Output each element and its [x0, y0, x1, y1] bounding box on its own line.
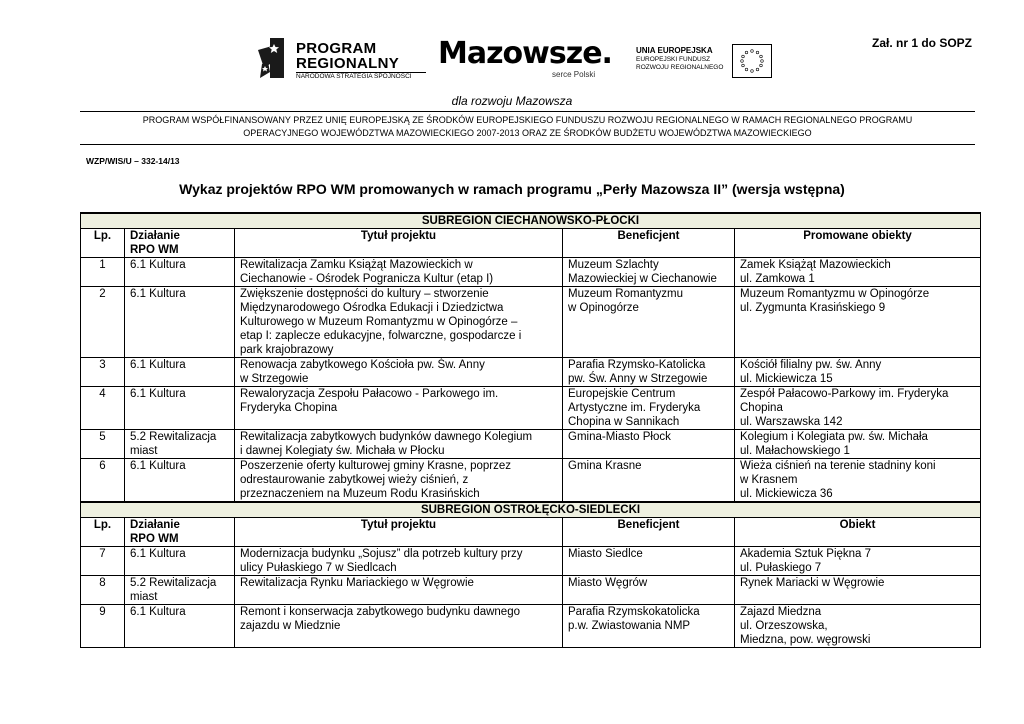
cell-beneficiary-line: pw. Św. Anny w Strzegowie [568, 373, 708, 385]
cell-title-line: w Strzegowie [240, 373, 309, 385]
header-lp [81, 518, 125, 547]
cell-title-line: Renowacja zabytkowego Kościoła pw. Św. Anny [240, 359, 485, 371]
cell-lp-line: 6 [99, 460, 106, 472]
cell-action-line: 6.1 Kultura [130, 606, 186, 618]
subregion-row [81, 213, 981, 229]
cell-title-line: Międzynarodowego Ośrodka Edukacji i Dziedzictwa [240, 302, 504, 314]
cell-title-line: Modernizacja budynku „Sojusz” dla potrzeb kultury przy [240, 548, 523, 560]
table-row [81, 547, 981, 576]
table-row [81, 358, 981, 387]
subregion-title: SUBREGION OSTROŁĘCKO-SIEDLECKI [81, 502, 981, 518]
cell-beneficiary-line: Muzeum Szlachty [568, 259, 659, 271]
cell-lp [81, 576, 125, 605]
cell-objects-line: ul. Zygmunta Krasińskiego 9 [740, 302, 886, 314]
cell-title-line: Rewitalizacja Rynku Mariackiego w Węgrowie [240, 577, 474, 589]
cell-title-line: Rewitalizacja Zamku Książąt Mazowieckich w [240, 259, 473, 271]
cell-action-line: 6.1 Kultura [130, 259, 186, 271]
cell-beneficiary [563, 287, 735, 358]
header-objects [735, 518, 981, 547]
header-rule-top [80, 111, 975, 112]
cell-objects-line: Muzeum Romantyzmu w Opinogórze [740, 288, 930, 300]
cell-action [125, 358, 235, 387]
cell-title-line: Ciechanowie - Ośrodek Pogranicza Kultur (etap I) [240, 273, 494, 285]
eu-label: UNIA EUROPEJSKA [636, 46, 713, 55]
cell-lp-line: 4 [99, 388, 106, 400]
cell-objects-line: Miedzna, pow. węgrowski [740, 634, 871, 646]
table-row [81, 605, 981, 648]
cell-objects [735, 430, 981, 459]
cell-beneficiary-line: Miasto Węgrów [568, 577, 648, 589]
cell-objects-line: ul. Orzeszowska, [740, 620, 828, 632]
cell-lp [81, 459, 125, 503]
cell-objects [735, 358, 981, 387]
cell-lp-line: 7 [99, 548, 106, 560]
cell-action-line: 6.1 Kultura [130, 359, 186, 371]
table-row [81, 258, 981, 287]
cell-beneficiary [563, 358, 735, 387]
header-title [235, 229, 563, 258]
cofinancing-note [80, 114, 975, 140]
cell-action-line: miast [130, 591, 158, 603]
cell-objects-line: ul. Pułaskiego 7 [740, 562, 822, 574]
cell-beneficiary [563, 605, 735, 648]
cell-action [125, 605, 235, 648]
header-beneficiary-line: Beneficjent [617, 230, 680, 242]
header-beneficiary [563, 229, 735, 258]
cell-title-line: odrestaurowanie zabytkowej wieży ciśnień, z [240, 474, 469, 486]
cell-title [235, 459, 563, 503]
cell-title-line: ulicy Pułaskiego 7 w Siedlcach [240, 562, 397, 574]
cell-beneficiary-line: Mazowieckiej w Ciechanowie [568, 273, 717, 285]
reference-number: WZP/WIS/U – 332-14/13 [86, 156, 180, 166]
cell-lp [81, 547, 125, 576]
cell-title-line: przeznaczeniem na Muzeum Rodu Krasińskich [240, 488, 480, 500]
subregion-row [81, 502, 981, 518]
cell-title-line: i dawnej Kolegiaty św. Michała w Płocku [240, 445, 445, 457]
cell-beneficiary-line: Muzeum Romantyzmu [568, 288, 684, 300]
cell-title-line: Kulturowego w Muzeum Romantyzmu w Opinogórze – [240, 316, 518, 328]
header-action [125, 229, 235, 258]
cell-objects-line: w Krasnem [740, 474, 798, 486]
cell-title [235, 387, 563, 430]
cell-action-line: 6.1 Kultura [130, 460, 186, 472]
cell-beneficiary [563, 547, 735, 576]
cell-action-line: 6.1 Kultura [130, 288, 186, 300]
cofinancing-line-1: PROGRAM WSPÓŁFINANSOWANY PRZEZ UNIĘ EUROPEJSKĄ ZE ŚRODKÓW EUROPEJSKIEGO FUNDUSZU ROZWOJU REGIONALNEGO W RAMACH REGIONALNEGO PROGRAMU [142, 115, 913, 125]
cell-beneficiary [563, 258, 735, 287]
efrr-label-1: EUROPEJSKI FUNDUSZ [636, 56, 711, 63]
header-objects [735, 229, 981, 258]
cell-objects-line: Akademia Sztuk Piękna 7 [740, 548, 872, 560]
cell-lp [81, 258, 125, 287]
cell-action-line: 5.2 Rewitalizacja [130, 431, 217, 443]
projects-table [80, 212, 981, 648]
cell-objects [735, 547, 981, 576]
cell-action-line: 6.1 Kultura [130, 388, 186, 400]
header-lp [81, 229, 125, 258]
cell-objects-line: Kościół filialny pw. św. Anny [740, 359, 882, 371]
cell-title-line: park krajobrazowy [240, 344, 334, 356]
cell-action [125, 430, 235, 459]
logo-bar [248, 34, 784, 86]
cell-action [125, 576, 235, 605]
cell-objects-line: ul. Małachowskiego 1 [740, 445, 850, 457]
cell-lp [81, 430, 125, 459]
cell-objects [735, 576, 981, 605]
cell-objects [735, 258, 981, 287]
eu-logo [636, 42, 776, 82]
table-row [81, 576, 981, 605]
header-action-line: Działanie [130, 519, 180, 531]
cell-lp-line: 1 [99, 259, 106, 271]
table-row [81, 430, 981, 459]
efrr-label-2: ROZWOJU REGIONALNEGO [636, 64, 724, 71]
cell-title-line: Zwiększenie dostępności do kultury – stworzenie [240, 288, 489, 300]
cell-title [235, 547, 563, 576]
annex-label: Zał. nr 1 do SOPZ [872, 36, 973, 50]
cell-beneficiary [563, 430, 735, 459]
cell-title-line: Rewitalizacja zabytkowych budynków dawnego Kolegium [240, 431, 533, 443]
cell-beneficiary-line: w Opinogórze [568, 302, 639, 314]
header-title-line: Tytuł projektu [360, 519, 437, 531]
cell-title-line: Poszerzenie oferty kulturowej gminy Krasne, poprzez [240, 460, 512, 472]
program-label: PROGRAM [296, 40, 377, 57]
cell-title [235, 605, 563, 648]
cell-lp-line: 9 [99, 606, 106, 618]
table-row [81, 287, 981, 358]
cell-objects-line: ul. Zamkowa 1 [740, 273, 815, 285]
cell-title-line: Fryderyka Chopina [240, 402, 338, 414]
cell-action [125, 387, 235, 430]
cell-lp [81, 387, 125, 430]
header-lp-line: Lp. [93, 230, 112, 242]
regionalny-label: REGIONALNY [296, 55, 400, 72]
header-objects-line: Promowane obiekty [803, 230, 912, 242]
cell-beneficiary-line: Miasto Siedlce [568, 548, 643, 560]
cell-beneficiary [563, 576, 735, 605]
table-header-row [81, 229, 981, 258]
cell-action [125, 547, 235, 576]
header-title [235, 518, 563, 547]
cell-beneficiary-line: Gmina-Miasto Płock [568, 431, 671, 443]
cell-title [235, 258, 563, 287]
cell-beneficiary [563, 459, 735, 503]
cell-beneficiary-line: p.w. Zwiastowania NMP [568, 620, 691, 632]
cell-beneficiary-line: Gmina Krasne [568, 460, 642, 472]
cell-objects-line: ul. Mickiewicza 15 [740, 373, 833, 385]
tagline: dla rozwoju Mazowsza [451, 94, 573, 108]
cell-objects [735, 605, 981, 648]
cell-title-line: etap I: zaplecze edukacyjne, folwarczne, gospodarcze i [240, 330, 522, 342]
header-rule-bottom [80, 144, 975, 145]
cofinancing-line-2: OPERACYJNEGO WOJEWÓDZTWA MAZOWIECKIEGO 2007-2013 ORAZ ZE ŚRODKÓW BUDŻETU WOJEWÓDZTWA MAZOWIECKIEGO [243, 128, 812, 138]
header-beneficiary [563, 518, 735, 547]
document-title: Wykaz projektów RPO WM promowanych w ramach programu „Perły Mazowsza II” (wersja wstępna) [179, 181, 845, 197]
header-objects-line: Obiekt [839, 519, 876, 531]
mazowsze-subtitle: serce Polski [552, 70, 596, 79]
cell-objects-line: Kolegium i Kolegiata pw. św. Michała [740, 431, 928, 443]
cell-action-line: 5.2 Rewitalizacja [130, 577, 217, 589]
mazowsze-wordmark: Mazowsze. [438, 36, 612, 71]
header-action-line: RPO WM [130, 533, 179, 545]
cell-objects-line: ul. Warszawska 142 [740, 416, 843, 428]
cell-action [125, 459, 235, 503]
header-lp-line: Lp. [93, 519, 112, 531]
cell-action [125, 258, 235, 287]
cell-objects-line: Chopina [740, 402, 783, 414]
cell-beneficiary-line: Parafia Rzymsko-Katolicka [568, 359, 706, 371]
cell-title [235, 287, 563, 358]
cell-action-line: 6.1 Kultura [130, 548, 186, 560]
header-beneficiary-line: Beneficjent [617, 519, 680, 531]
cell-title-line: Rewaloryzacja Zespołu Pałacowo - Parkowego im. [240, 388, 499, 400]
cell-lp-line: 8 [99, 577, 106, 589]
cell-title-line: zajazdu w Miedznie [240, 620, 341, 632]
cell-lp-line: 2 [99, 288, 106, 300]
nss-label: NARODOWA STRATEGIA SPÓJNOŚCI [296, 73, 412, 80]
table-row [81, 459, 981, 503]
cell-objects [735, 459, 981, 503]
cell-objects-line: Zespół Pałacowo-Parkowy im. Fryderyka [740, 388, 949, 400]
eu-flag-icon [732, 44, 772, 78]
cell-objects [735, 287, 981, 358]
cell-objects-line: ul. Mickiewicza 36 [740, 488, 833, 500]
cell-objects-line: Rynek Mariacki w Węgrowie [740, 577, 885, 589]
cell-title-line: Remont i konserwacja zabytkowego budynku dawnego [240, 606, 520, 618]
cell-title [235, 358, 563, 387]
header-action [125, 518, 235, 547]
header-action-line: Działanie [130, 230, 180, 242]
cell-title [235, 430, 563, 459]
cell-lp [81, 287, 125, 358]
mazowsze-logo [438, 36, 612, 84]
cell-objects [735, 387, 981, 430]
table-row [81, 387, 981, 430]
cell-action-line: miast [130, 445, 158, 457]
cell-lp-line: 5 [99, 431, 106, 443]
cell-objects-line: Zajazd Miedzna [740, 606, 822, 618]
header-action-line: RPO WM [130, 244, 179, 256]
cell-title [235, 576, 563, 605]
header-title-line: Tytuł projektu [360, 230, 437, 242]
program-regionalny-icon [258, 38, 288, 82]
cell-beneficiary-line: Artystyczne im. Fryderyka [568, 402, 701, 414]
program-regionalny-logo [258, 38, 438, 84]
cell-action [125, 287, 235, 358]
cell-beneficiary-line: Europejskie Centrum [568, 388, 676, 400]
subregion-title: SUBREGION CIECHANOWSKO-PŁOCKI [81, 213, 981, 229]
cell-objects-line: Wieża ciśnień na terenie stadniny koni [740, 460, 936, 472]
cell-lp-line: 3 [99, 359, 106, 371]
cell-beneficiary-line: Chopina w Sannikach [568, 416, 680, 428]
cell-beneficiary [563, 387, 735, 430]
cell-objects-line: Zamek Książąt Mazowieckich [740, 259, 891, 271]
table-header-row [81, 518, 981, 547]
cell-lp [81, 358, 125, 387]
cell-beneficiary-line: Parafia Rzymskokatolicka [568, 606, 700, 618]
cell-lp [81, 605, 125, 648]
